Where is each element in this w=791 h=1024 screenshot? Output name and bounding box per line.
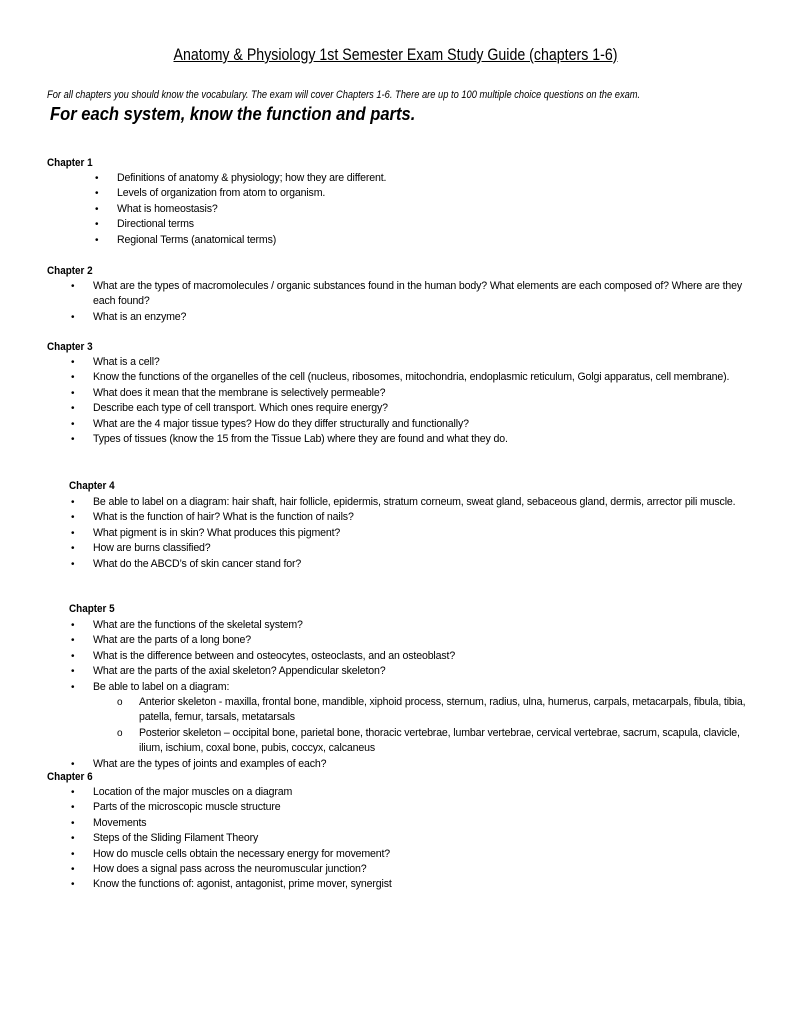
chapter-5-list-wrap [47,617,747,772]
chapter-6-section [47,770,747,893]
chapter-5-list [47,618,747,772]
list-item: • What are the parts of the axial skeleton? Appendicular skeleton? [47,664,747,679]
list-item: • What is the function of hair? What is the function of nails? [47,510,747,525]
chapter-2-list [47,279,747,325]
chapter-3-section [47,340,747,447]
list-item: • What are the 4 major tissue types? How do they differ structurally and functionally? [47,417,747,432]
chapter-2-section [47,264,747,325]
list-item-label: Be able to label on a diagram: [93,680,230,693]
list-item: • Describe each type of cell transport. Which ones require energy? [47,401,747,416]
list-item: • What is a cell? [47,355,747,370]
list-item: • Parts of the microscopic muscle structure [47,800,747,815]
chapter-6-list [47,785,747,893]
list-item: • Levels of organization from atom to organism. [47,186,747,201]
list-item: • What are the functions of the skeletal system? [47,618,747,633]
chapter-3-heading: Chapter 3 [47,341,93,353]
list-item: • What are the parts of a long bone? [47,633,747,648]
headline: For each system, know the function and parts. [50,104,416,124]
list-item: • Steps of the Sliding Filament Theory [47,831,747,846]
intro-text: For all chapters you should know the vocabulary. The exam will cover Chapters 1-6. There are up to 100 multiple choice questions on the exam. [47,89,641,101]
list-item: • Know the functions of the organelles of the cell (nucleus, ribosomes, mitochondria, endoplasmic reticulum, Golgi apparatus, cell membrane). [47,370,747,385]
list-item: • Definitions of anatomy & physiology; how they are different. [47,171,747,186]
list-item: • Location of the major muscles on a diagram [47,785,747,800]
list-item: • What are the types of macromolecules / organic substances found in the human body? What elements are each composed of? Where are they each found? [47,279,747,310]
chapter-1-list [47,171,747,248]
list-item: • What does it mean that the membrane is selectively permeable? [47,386,747,401]
chapter-4-list [47,495,747,572]
list-item: • How does a signal pass across the neuromuscular junction? [47,862,747,877]
chapter-1-section [47,156,747,248]
chapter-5-section [69,602,769,616]
sub-list-item: o Posterior skeleton – occipital bone, parietal bone, thoracic vertebrae, lumbar vertebrae, cervical vertebrae, sacrum, scapula, clavicle, ilium, ischium, coxal bone, pubis, coccyx, calcaneus [93,726,747,757]
list-item [47,680,747,757]
list-item: • Know the functions of: agonist, antagonist, prime mover, synergist [47,877,747,892]
chapter-4-list-wrap [47,494,747,572]
list-item: • Types of tissues (know the 15 from the Tissue Lab) where they are found and what they do. [47,432,747,447]
list-item: • How are burns classified? [47,541,747,556]
document-title: Anatomy & Physiology 1st Semester Exam Study Guide (chapters 1-6) [173,46,618,64]
chapter-2-heading: Chapter 2 [47,265,93,277]
list-item: • What is homeostasis? [47,202,747,217]
list-item: • What is the difference between and osteocytes, osteoclasts, and an osteoblast? [47,649,747,664]
list-item: • How do muscle cells obtain the necessary energy for movement? [47,847,747,862]
chapter-5-sublist [93,695,747,757]
list-item: • What is an enzyme? [47,310,747,325]
chapter-4-section [69,479,769,493]
chapter-6-heading: Chapter 6 [47,771,93,783]
list-item: • What pigment is in skin? What produces this pigment? [47,526,747,541]
list-item: • Be able to label on a diagram: hair shaft, hair follicle, epidermis, stratum corneum, sweat gland, sebaceous gland, dermis, arrector pili muscle. [47,495,747,510]
chapter-5-heading: Chapter 5 [69,603,115,615]
sub-list-item: o Anterior skeleton - maxilla, frontal bone, mandible, xiphoid process, sternum, radius, ulna, humerus, carpals, metacarpals, fibula, tibia, patella, femur, tarsals, metatarsals [93,695,747,726]
list-item: • What are the types of joints and examples of each? [47,757,747,772]
list-item: • Regional Terms (anatomical terms) [47,233,747,248]
chapter-3-list [47,355,747,447]
list-item: • Directional terms [47,217,747,232]
chapter-1-heading: Chapter 1 [47,157,93,169]
list-item: • What do the ABCD’s of skin cancer stand for? [47,557,747,572]
list-item: • Movements [47,816,747,831]
chapter-4-heading: Chapter 4 [69,480,115,492]
